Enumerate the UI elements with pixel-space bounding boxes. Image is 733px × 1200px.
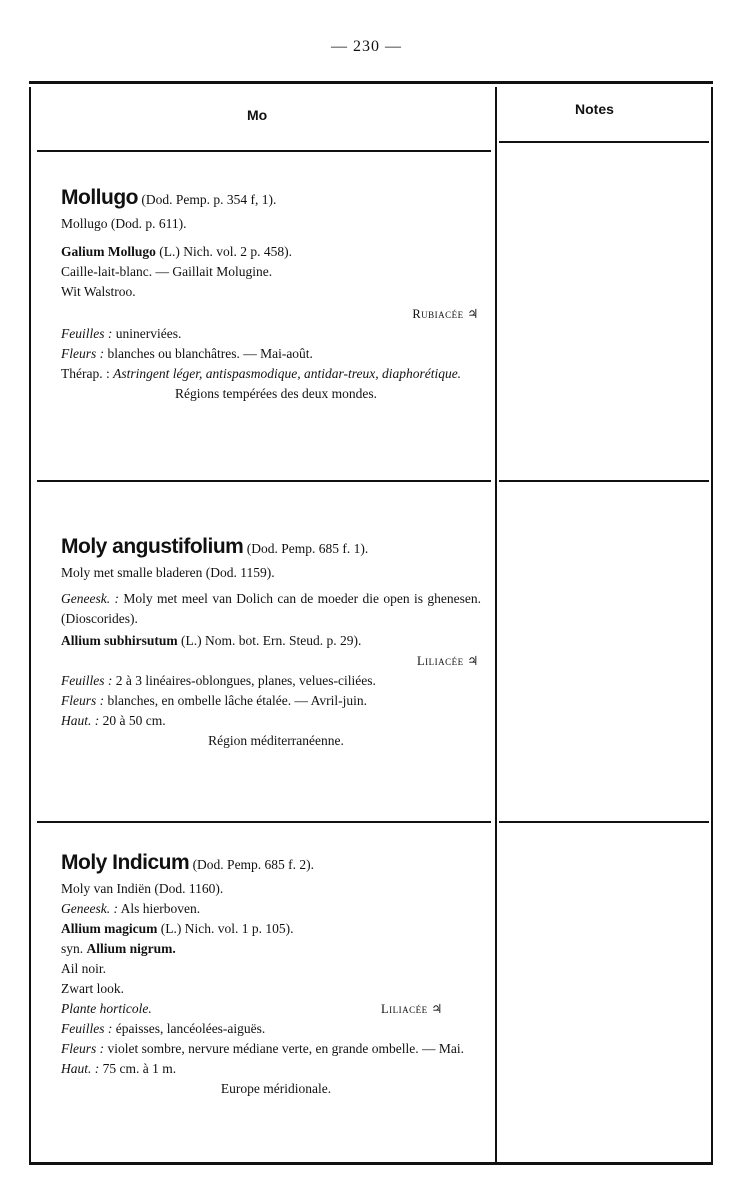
therap-label: Thérap. : [61, 366, 110, 381]
entry-title: Mollugo [61, 186, 138, 209]
species-ref: (L.) Nom. bot. Ern. Steud. p. 29). [181, 633, 362, 648]
entry-rule-1-main [37, 480, 491, 482]
family-label: Liliacée ♃ [417, 654, 479, 668]
entry-title-ref: (Dod. Pemp. 685 f. 1). [246, 541, 369, 556]
flowers-line [61, 1039, 481, 1059]
height-text: 20 à 50 cm. [102, 713, 166, 728]
region-line: Région méditerranéenne. [208, 733, 344, 748]
therap-line [61, 364, 479, 384]
entry-mollugo [61, 188, 491, 404]
leaves-line [61, 671, 491, 691]
table-top-rule [29, 81, 713, 84]
geneesk-text: Als hierboven. [120, 901, 201, 916]
species-name: Galium Mollugo [61, 244, 156, 259]
leaves-label: Feuilles : [61, 1021, 113, 1036]
header-rule-notes [499, 141, 709, 143]
alt-name: Moly met smalle bladeren (Dod. 1159). [61, 565, 275, 580]
alt-name: Moly van Indiën (Dod. 1160). [61, 881, 224, 896]
entry-rule-2-notes [499, 821, 709, 823]
synonym-label: syn. [61, 941, 84, 956]
therap-text: Astringent léger, antispasmodique, antidar-treux, diaphorétique. [113, 366, 462, 381]
entry-title: Moly Indicum [61, 851, 190, 874]
leaves-line [61, 324, 491, 344]
entry-title-ref: (Dod. Pemp. p. 354 f, 1). [141, 192, 277, 207]
entry-heading [61, 537, 491, 563]
species-line [61, 919, 491, 939]
geneesk-line [61, 589, 481, 629]
leaves-label: Feuilles : [61, 326, 113, 341]
leaves-text: uninerviées. [115, 326, 182, 341]
synonym-name: Allium nigrum. [86, 941, 176, 956]
family-label: Liliacée ♃ [381, 1002, 443, 1016]
height-line [61, 1059, 491, 1079]
entry-moly-indicum [61, 853, 491, 1099]
leaves-label: Feuilles : [61, 673, 113, 688]
flowers-line [61, 691, 491, 711]
entry-heading [61, 853, 491, 879]
table-bottom-rule [29, 1162, 713, 1165]
register-table [29, 81, 713, 1164]
entry-title-ref: (Dod. Pemp. 685 f. 2). [192, 857, 315, 872]
page-number: — 230 — [331, 38, 402, 55]
middle-column-rule [495, 87, 497, 1162]
region-line: Régions tempérées des deux mondes. [174, 386, 378, 401]
alt-name: Mollugo (Dod. p. 611). [61, 216, 187, 231]
main-column-header: Mo [247, 107, 268, 123]
geneesk-label: Geneesk. : [61, 591, 119, 606]
dutch-name: Zwart look. [61, 981, 124, 996]
leaves-line [61, 1019, 491, 1039]
height-text: 75 cm. à 1 m. [102, 1061, 177, 1076]
entry-rule-2-main [37, 821, 491, 823]
plant-type: Plante horticole. [61, 1001, 152, 1016]
common-names: Caille-lait-blanc. — Gaillait Molugine. [61, 264, 273, 279]
flowers-label: Fleurs : [61, 1041, 105, 1056]
height-label: Haut. : [61, 1061, 100, 1076]
flowers-text: blanches ou blanchâtres. — Mai-août. [107, 346, 313, 361]
species-line [61, 631, 491, 651]
species-ref: (L.) Nich. vol. 2 p. 458). [159, 244, 292, 259]
notes-column-header: Notes [575, 101, 614, 117]
left-column-rule [29, 87, 31, 1162]
synonym-line [61, 939, 491, 959]
entry-moly-angustifolium [61, 537, 491, 751]
leaves-text: épaisses, lancéolées-aiguës. [115, 1021, 266, 1036]
geneesk-label: Geneesk. : [61, 901, 118, 916]
region-line: Europe méridionale. [220, 1081, 332, 1096]
height-label: Haut. : [61, 713, 100, 728]
species-ref: (L.) Nich. vol. 1 p. 105). [160, 921, 294, 936]
family-label: Rubiacée ♃ [412, 307, 479, 321]
common-names: Ail noir. [61, 961, 107, 976]
species-line [61, 242, 491, 262]
entry-title: Moly angustifolium [61, 535, 244, 558]
right-column-rule [711, 87, 713, 1162]
entry-heading [61, 188, 491, 214]
height-line [61, 711, 491, 731]
flowers-text: blanches, en ombelle lâche étalée. — Avril-juin. [107, 693, 368, 708]
plant-type-line [61, 999, 491, 1019]
flowers-line [61, 344, 491, 364]
geneesk-text: Moly met meel van Dolich can de moeder die open is ghenesen. (Dioscorides). [61, 591, 482, 626]
flowers-label: Fleurs : [61, 346, 105, 361]
leaves-text: 2 à 3 linéaires-oblongues, planes, velues-ciliées. [115, 673, 376, 688]
species-name: Allium magicum [61, 921, 158, 936]
header-rule-main [37, 150, 491, 152]
flowers-text: violet sombre, nervure médiane verte, en grande ombelle. — Mai. [107, 1041, 464, 1056]
species-name: Allium subhirsutum [61, 633, 178, 648]
flowers-label: Fleurs : [61, 693, 105, 708]
entry-rule-1-notes [499, 480, 709, 482]
dutch-name: Wit Walstroo. [61, 284, 136, 299]
geneesk-line [61, 899, 491, 919]
